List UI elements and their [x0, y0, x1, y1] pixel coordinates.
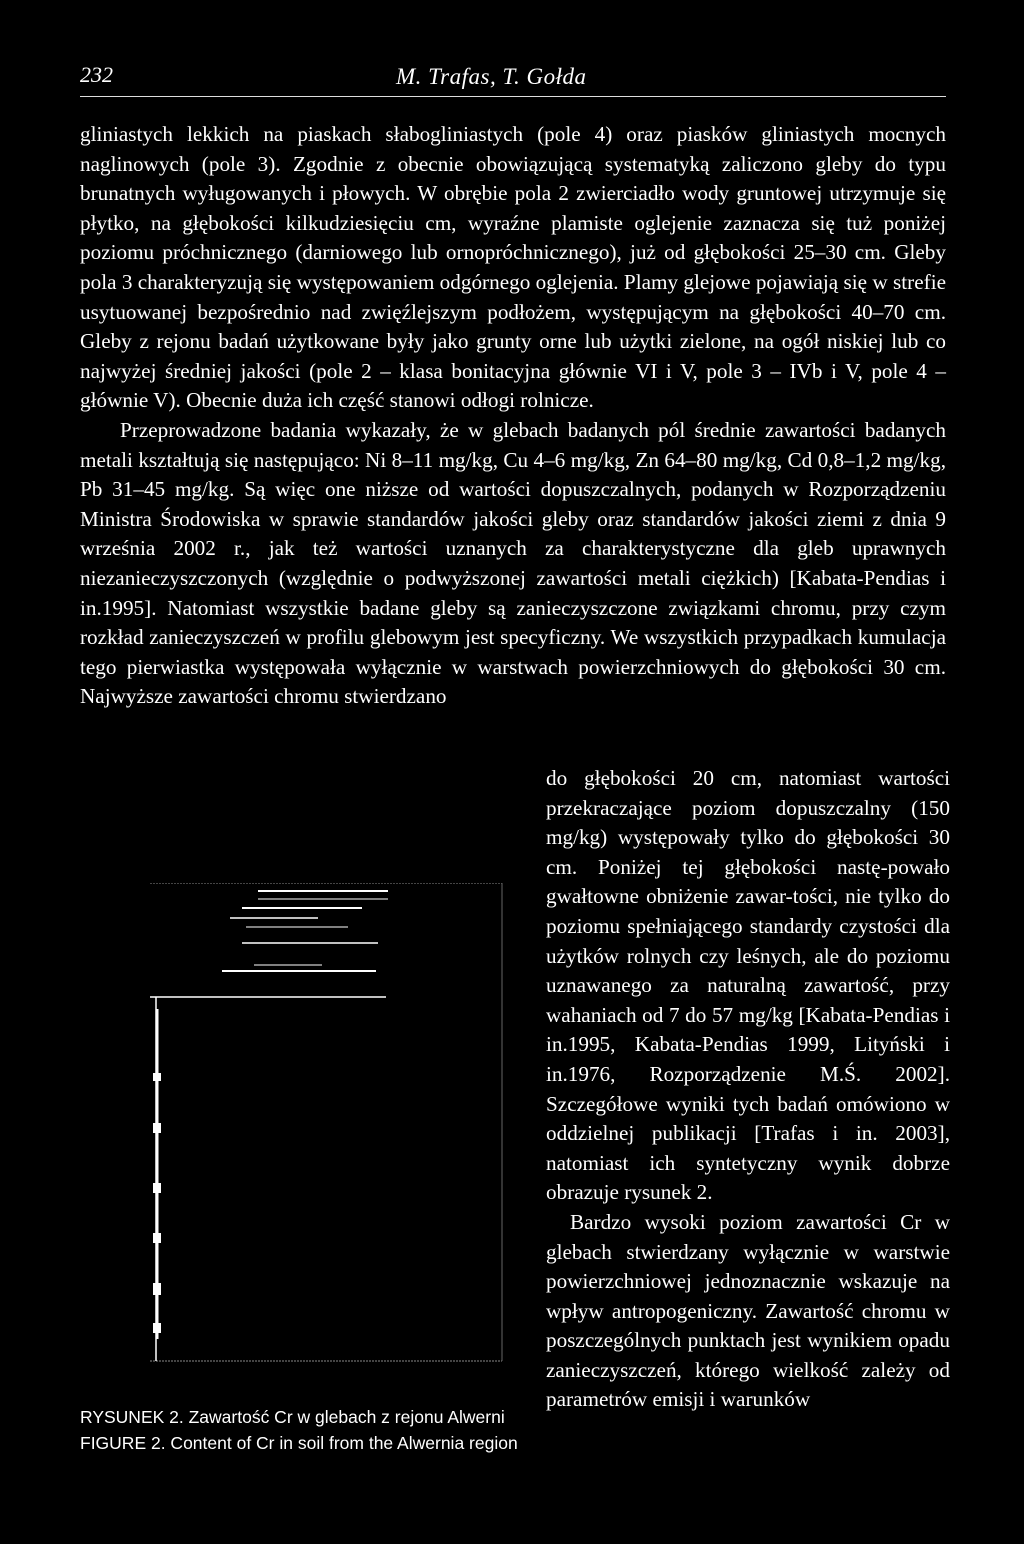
side-paragraph-1: do głębokości 20 cm, natomiast wartości przekraczające poziom dopuszczalny (150 mg/kg) występowały tylko do głębokości 30 cm. Poniżej tej głębokości nastę-powało gwałtowne obniżenie zawar-tości, nie tylko do poziomu spełniającego standardy czystości dla użytków rolnych czy leśnych, ale do poziomu uznawanego za naturalną zawartość, przy wahaniach od 7 do 57 mg/kg [Kabata-Pendias i in.1995, Kabata-Pendias 1999, Lityński i in.1976, Rozporządzenie M.Ś. 2002]. Szczegółowe wyniki tych badań omówiono w oddzielnej publikacji [Trafas i in. 2003], natomiast ich syntetyczny wynik dobrze obrazuje rysunek 2. [546, 766, 950, 1205]
caption-polish: RYSUNEK 2. Zawartość Cr w glebach z rejonu Alwerni [80, 1407, 505, 1427]
caption-english: FIGURE 2. Content of Cr in soil from the Alwernia region [80, 1433, 518, 1453]
figure-cr-content [150, 883, 520, 1363]
page-header [80, 62, 946, 97]
side-column-text [546, 764, 950, 1415]
running-title: M. Trafas, T. Gołda [396, 64, 587, 89]
main-text [80, 120, 946, 712]
side-paragraph-2: Bardzo wysoki poziom zawartości Cr w glebach stwierdzany wyłącznie w warstwie powierzchniowej jednoznacznie wskazuje na wpływ antropogeniczny. Zawartość chromu w poszczególnych punktach jest wynikiem opadu zanieczyszczeń, którego wielkość zależy od parametrów emisji i warunków [546, 1209, 950, 1412]
figure-caption [80, 1404, 522, 1456]
paragraph-1: gliniastych lekkich na piaskach słabogliniastych (pole 4) oraz piasków gliniastych mocnych naglinowych (pole 3). Zgodnie z obecnie obowiązującą systematyką zaliczono gleby do typu brunatnych wyługowanych i płowych. W obrębie pola 2 zwierciadło wody gruntowej utrzymuje się płytko, na głębokości kilkudziesięciu cm, wyraźne plamiste oglejenie zaznacza się tuż poniżej poziomu próchnicznego (darniowego lub ornopróchnicznego), już od głębokości 25–30 cm. Gleby pola 3 charakteryzują się występowaniem odgórnego oglejenia. Plamy glejowe pojawiają się w strefie usytuowanej bezpośrednio nad zwięźlejszym podłożem, występującym na głębokości 40–70 cm. Gleby z rejonu badań użytkowane były jako grunty orne lub użytki zielone, na ogół niskiej lub co najwyżej średniej jakości (pole 2 – klasa bonitacyjna głównie VI i V, pole 3 – IVb i V, pole 4 – głównie V). Obecnie duża ich część stanowi odłogi rolnicze. [80, 122, 946, 413]
page-number: 232 [80, 62, 113, 87]
paragraph-2: Przeprowadzone badania wykazały, że w glebach badanych pól średnie zawartości badanych metali kształtują się następująco: Ni 8–11 mg/kg, Cu 4–6 mg/kg, Zn 64–80 mg/kg, Cd 0,8–1,2 mg/kg, Pb 31–45 mg/kg. Są więc one niższe od wartości dopuszczalnych, podanych w Rozporządzeniu Ministra Środowiska w sprawie standardów jakości gleby oraz standardów jakości ziemi z dnia 9 września 2002 r., jak też wartości uznanych za charakterystyczne dla gleb uprawnych niezanieczyszczonych (względnie o podwyższonej zawartości metali ciężkich) [Kabata-Pendias i in.1995]. Natomiast wszystkie badane gleby są zanieczyszczone związkami chromu, przy czym rozkład zanieczyszczeń w profilu glebowym jest specyficzny. We wszystkich przypadkach kumulacja tego pierwiastka występowała wyłącznie w warstwach powierzchniowych do głębokości 30 cm. Najwyższe zawartości chromu stwierdzano [80, 417, 946, 709]
